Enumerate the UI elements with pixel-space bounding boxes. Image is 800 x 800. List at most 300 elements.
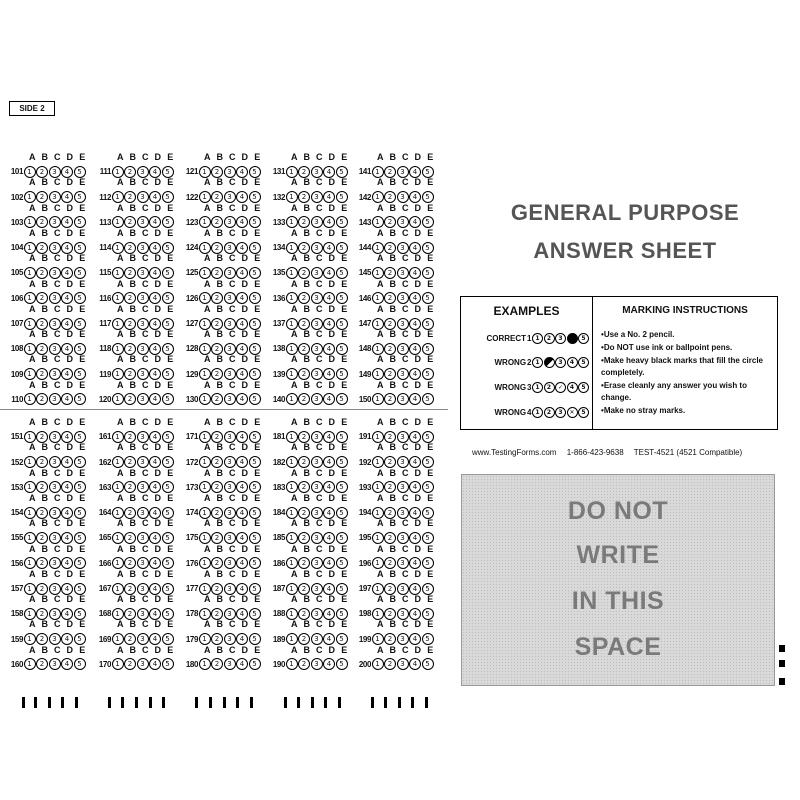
- answer-bubble[interactable]: 2: [124, 633, 136, 645]
- answer-bubble[interactable]: 5: [74, 658, 86, 670]
- answer-bubble[interactable]: 1: [199, 532, 211, 544]
- answer-bubble[interactable]: 3: [137, 456, 149, 468]
- answer-bubble[interactable]: 1: [286, 267, 298, 279]
- answer-bubble[interactable]: 1: [286, 481, 298, 493]
- answer-bubble[interactable]: 3: [397, 216, 409, 228]
- answer-bubble[interactable]: 3: [311, 216, 323, 228]
- answer-bubble[interactable]: 1: [286, 166, 298, 178]
- answer-bubble[interactable]: 5: [422, 557, 434, 569]
- answer-bubble[interactable]: 4: [236, 393, 248, 405]
- answer-bubble[interactable]: 5: [422, 166, 434, 178]
- answer-bubble[interactable]: 1: [286, 292, 298, 304]
- answer-bubble[interactable]: 5: [249, 431, 261, 443]
- answer-bubble[interactable]: 4: [409, 216, 421, 228]
- answer-bubble[interactable]: 5: [74, 633, 86, 645]
- answer-bubble[interactable]: 5: [162, 368, 174, 380]
- answer-bubble[interactable]: 5: [74, 368, 86, 380]
- answer-bubble[interactable]: 4: [323, 267, 335, 279]
- answer-bubble[interactable]: 2: [384, 166, 396, 178]
- answer-bubble[interactable]: 4: [323, 292, 335, 304]
- answer-bubble[interactable]: 5: [249, 507, 261, 519]
- answer-bubble[interactable]: 4: [149, 532, 161, 544]
- answer-bubble[interactable]: 4: [236, 557, 248, 569]
- answer-bubble[interactable]: 5: [74, 343, 86, 355]
- answer-bubble[interactable]: 2: [384, 242, 396, 254]
- answer-bubble[interactable]: 5: [74, 557, 86, 569]
- answer-bubble[interactable]: 1: [24, 431, 36, 443]
- answer-bubble[interactable]: 5: [422, 456, 434, 468]
- answer-bubble[interactable]: 3: [137, 368, 149, 380]
- answer-bubble[interactable]: 1: [112, 532, 124, 544]
- answer-bubble[interactable]: 3: [137, 608, 149, 620]
- answer-bubble[interactable]: 2: [124, 456, 136, 468]
- answer-bubble[interactable]: 3: [49, 343, 61, 355]
- answer-bubble[interactable]: 2: [298, 393, 310, 405]
- answer-bubble[interactable]: 3: [137, 431, 149, 443]
- answer-bubble[interactable]: 3: [311, 318, 323, 330]
- answer-bubble[interactable]: 1: [286, 583, 298, 595]
- answer-bubble[interactable]: 1: [112, 633, 124, 645]
- answer-bubble[interactable]: 5: [74, 242, 86, 254]
- answer-bubble[interactable]: 4: [323, 507, 335, 519]
- answer-bubble[interactable]: 2: [124, 368, 136, 380]
- answer-bubble[interactable]: 3: [397, 583, 409, 595]
- answer-bubble[interactable]: 2: [384, 608, 396, 620]
- answer-bubble[interactable]: 4: [323, 242, 335, 254]
- answer-bubble[interactable]: 3: [311, 583, 323, 595]
- answer-bubble[interactable]: 3: [49, 532, 61, 544]
- answer-bubble[interactable]: 2: [384, 456, 396, 468]
- answer-bubble[interactable]: 3: [311, 658, 323, 670]
- answer-bubble[interactable]: 2: [36, 242, 48, 254]
- answer-bubble[interactable]: 1: [286, 532, 298, 544]
- answer-bubble[interactable]: 4: [61, 633, 73, 645]
- answer-bubble[interactable]: 5: [336, 507, 348, 519]
- answer-bubble[interactable]: 2: [211, 583, 223, 595]
- answer-bubble[interactable]: 4: [236, 431, 248, 443]
- answer-bubble[interactable]: 1: [372, 393, 384, 405]
- answer-bubble[interactable]: 2: [211, 292, 223, 304]
- answer-bubble[interactable]: 1: [112, 318, 124, 330]
- answer-bubble[interactable]: 2: [36, 481, 48, 493]
- answer-bubble[interactable]: 2: [384, 507, 396, 519]
- answer-bubble[interactable]: 2: [384, 431, 396, 443]
- answer-bubble[interactable]: 5: [336, 481, 348, 493]
- answer-bubble[interactable]: 2: [124, 242, 136, 254]
- answer-bubble[interactable]: 4: [323, 658, 335, 670]
- answer-bubble[interactable]: 4: [236, 267, 248, 279]
- answer-bubble[interactable]: 1: [372, 532, 384, 544]
- answer-bubble[interactable]: 1: [286, 633, 298, 645]
- answer-bubble[interactable]: 3: [224, 368, 236, 380]
- answer-bubble[interactable]: 3: [137, 633, 149, 645]
- answer-bubble[interactable]: 5: [336, 166, 348, 178]
- answer-bubble[interactable]: 1: [24, 166, 36, 178]
- answer-bubble[interactable]: 2: [124, 343, 136, 355]
- answer-bubble[interactable]: 5: [162, 507, 174, 519]
- answer-bubble[interactable]: 4: [323, 532, 335, 544]
- answer-bubble[interactable]: 3: [311, 292, 323, 304]
- answer-bubble[interactable]: 4: [61, 166, 73, 178]
- answer-bubble[interactable]: 4: [409, 431, 421, 443]
- answer-bubble[interactable]: 4: [409, 318, 421, 330]
- answer-bubble[interactable]: 1: [286, 216, 298, 228]
- answer-bubble[interactable]: 4: [236, 242, 248, 254]
- answer-bubble[interactable]: 4: [61, 318, 73, 330]
- answer-bubble[interactable]: 2: [36, 456, 48, 468]
- answer-bubble[interactable]: 5: [336, 216, 348, 228]
- answer-bubble[interactable]: 3: [311, 166, 323, 178]
- answer-bubble[interactable]: 5: [162, 191, 174, 203]
- answer-bubble[interactable]: 2: [124, 216, 136, 228]
- answer-bubble[interactable]: 1: [372, 633, 384, 645]
- answer-bubble[interactable]: 3: [224, 267, 236, 279]
- answer-bubble[interactable]: 4: [149, 481, 161, 493]
- answer-bubble[interactable]: 4: [149, 318, 161, 330]
- answer-bubble[interactable]: 5: [249, 557, 261, 569]
- answer-bubble[interactable]: 2: [298, 191, 310, 203]
- answer-bubble[interactable]: 5: [162, 608, 174, 620]
- answer-bubble[interactable]: 4: [236, 318, 248, 330]
- answer-bubble[interactable]: 3: [224, 318, 236, 330]
- answer-bubble[interactable]: 4: [149, 456, 161, 468]
- answer-bubble[interactable]: 5: [74, 608, 86, 620]
- answer-bubble[interactable]: 1: [112, 292, 124, 304]
- answer-bubble[interactable]: 5: [422, 318, 434, 330]
- answer-bubble[interactable]: 4: [323, 191, 335, 203]
- answer-bubble[interactable]: 4: [149, 343, 161, 355]
- answer-bubble[interactable]: 1: [372, 318, 384, 330]
- answer-bubble[interactable]: 5: [162, 393, 174, 405]
- answer-bubble[interactable]: 1: [372, 583, 384, 595]
- answer-bubble[interactable]: 1: [372, 292, 384, 304]
- answer-bubble[interactable]: 2: [211, 608, 223, 620]
- answer-bubble[interactable]: 2: [124, 658, 136, 670]
- answer-bubble[interactable]: 1: [112, 368, 124, 380]
- answer-bubble[interactable]: 1: [372, 557, 384, 569]
- answer-bubble[interactable]: 1: [372, 431, 384, 443]
- answer-bubble[interactable]: 4: [409, 557, 421, 569]
- answer-bubble[interactable]: 5: [162, 481, 174, 493]
- answer-bubble[interactable]: 3: [49, 191, 61, 203]
- answer-bubble[interactable]: 3: [49, 481, 61, 493]
- answer-bubble[interactable]: 3: [311, 557, 323, 569]
- answer-bubble[interactable]: 3: [311, 481, 323, 493]
- answer-bubble[interactable]: 5: [336, 431, 348, 443]
- answer-bubble[interactable]: 3: [311, 368, 323, 380]
- answer-bubble[interactable]: 4: [323, 431, 335, 443]
- answer-bubble[interactable]: 1: [199, 216, 211, 228]
- answer-bubble[interactable]: 1: [286, 368, 298, 380]
- answer-bubble[interactable]: 2: [298, 481, 310, 493]
- answer-bubble[interactable]: 3: [224, 216, 236, 228]
- answer-bubble[interactable]: 1: [286, 318, 298, 330]
- answer-bubble[interactable]: 3: [137, 532, 149, 544]
- answer-bubble[interactable]: 4: [236, 481, 248, 493]
- answer-bubble[interactable]: 2: [211, 557, 223, 569]
- answer-bubble[interactable]: 3: [137, 318, 149, 330]
- answer-bubble[interactable]: 4: [323, 216, 335, 228]
- answer-bubble[interactable]: 4: [323, 393, 335, 405]
- answer-bubble[interactable]: 1: [24, 583, 36, 595]
- answer-bubble[interactable]: 5: [249, 216, 261, 228]
- answer-bubble[interactable]: 4: [61, 608, 73, 620]
- answer-bubble[interactable]: 3: [49, 368, 61, 380]
- answer-bubble[interactable]: 4: [409, 583, 421, 595]
- answer-bubble[interactable]: 4: [409, 608, 421, 620]
- answer-bubble[interactable]: 3: [49, 507, 61, 519]
- answer-bubble[interactable]: 4: [61, 216, 73, 228]
- answer-bubble[interactable]: 1: [199, 318, 211, 330]
- answer-bubble[interactable]: 1: [24, 456, 36, 468]
- answer-bubble[interactable]: 2: [211, 166, 223, 178]
- answer-bubble[interactable]: 5: [249, 633, 261, 645]
- answer-bubble[interactable]: 3: [49, 583, 61, 595]
- answer-bubble[interactable]: 1: [112, 166, 124, 178]
- answer-bubble[interactable]: 2: [124, 393, 136, 405]
- answer-bubble[interactable]: 4: [409, 532, 421, 544]
- answer-bubble[interactable]: 1: [286, 658, 298, 670]
- answer-bubble[interactable]: 2: [384, 583, 396, 595]
- answer-bubble[interactable]: 3: [137, 267, 149, 279]
- answer-bubble[interactable]: 1: [24, 393, 36, 405]
- answer-bubble[interactable]: 4: [236, 608, 248, 620]
- answer-bubble[interactable]: 4: [61, 292, 73, 304]
- answer-bubble[interactable]: 5: [422, 583, 434, 595]
- answer-bubble[interactable]: 4: [409, 507, 421, 519]
- answer-bubble[interactable]: 4: [149, 431, 161, 443]
- answer-bubble[interactable]: 2: [298, 368, 310, 380]
- answer-bubble[interactable]: 5: [74, 393, 86, 405]
- answer-bubble[interactable]: 2: [384, 216, 396, 228]
- answer-bubble[interactable]: 2: [36, 633, 48, 645]
- answer-bubble[interactable]: 4: [409, 267, 421, 279]
- answer-bubble[interactable]: 5: [422, 658, 434, 670]
- answer-bubble[interactable]: 5: [249, 583, 261, 595]
- answer-bubble[interactable]: 5: [162, 557, 174, 569]
- answer-bubble[interactable]: 4: [149, 658, 161, 670]
- answer-bubble[interactable]: 5: [336, 368, 348, 380]
- answer-bubble[interactable]: 5: [336, 658, 348, 670]
- answer-bubble[interactable]: 1: [199, 557, 211, 569]
- answer-bubble[interactable]: 1: [112, 191, 124, 203]
- answer-bubble[interactable]: 1: [286, 456, 298, 468]
- answer-bubble[interactable]: 2: [384, 393, 396, 405]
- answer-bubble[interactable]: 4: [61, 267, 73, 279]
- answer-bubble[interactable]: 2: [298, 658, 310, 670]
- answer-bubble[interactable]: 2: [124, 166, 136, 178]
- answer-bubble[interactable]: 5: [74, 318, 86, 330]
- answer-bubble[interactable]: 2: [36, 658, 48, 670]
- answer-bubble[interactable]: 1: [372, 608, 384, 620]
- answer-bubble[interactable]: 1: [286, 393, 298, 405]
- answer-bubble[interactable]: 5: [162, 583, 174, 595]
- answer-bubble[interactable]: 3: [224, 166, 236, 178]
- answer-bubble[interactable]: 4: [61, 191, 73, 203]
- answer-bubble[interactable]: 1: [199, 481, 211, 493]
- answer-bubble[interactable]: 1: [112, 242, 124, 254]
- answer-bubble[interactable]: 1: [24, 343, 36, 355]
- answer-bubble[interactable]: 5: [422, 368, 434, 380]
- answer-bubble[interactable]: 2: [298, 507, 310, 519]
- answer-bubble[interactable]: 1: [112, 658, 124, 670]
- answer-bubble[interactable]: 3: [224, 242, 236, 254]
- answer-bubble[interactable]: 4: [61, 481, 73, 493]
- answer-bubble[interactable]: 4: [61, 557, 73, 569]
- answer-bubble[interactable]: 1: [24, 292, 36, 304]
- answer-bubble[interactable]: 2: [298, 242, 310, 254]
- answer-bubble[interactable]: 3: [224, 191, 236, 203]
- answer-bubble[interactable]: 1: [286, 608, 298, 620]
- answer-bubble[interactable]: 1: [24, 318, 36, 330]
- answer-bubble[interactable]: 5: [249, 368, 261, 380]
- answer-bubble[interactable]: 1: [24, 481, 36, 493]
- answer-bubble[interactable]: 1: [199, 368, 211, 380]
- answer-bubble[interactable]: 3: [397, 507, 409, 519]
- answer-bubble[interactable]: 5: [249, 456, 261, 468]
- answer-bubble[interactable]: 2: [211, 343, 223, 355]
- answer-bubble[interactable]: 4: [323, 583, 335, 595]
- answer-bubble[interactable]: 1: [286, 191, 298, 203]
- answer-bubble[interactable]: 5: [422, 191, 434, 203]
- answer-bubble[interactable]: 3: [137, 507, 149, 519]
- answer-bubble[interactable]: 2: [211, 481, 223, 493]
- answer-bubble[interactable]: 3: [224, 583, 236, 595]
- answer-bubble[interactable]: 3: [137, 658, 149, 670]
- answer-bubble[interactable]: 1: [372, 242, 384, 254]
- answer-bubble[interactable]: 3: [224, 557, 236, 569]
- answer-bubble[interactable]: 5: [422, 242, 434, 254]
- answer-bubble[interactable]: 1: [112, 507, 124, 519]
- answer-bubble[interactable]: 1: [199, 431, 211, 443]
- answer-bubble[interactable]: 2: [384, 633, 396, 645]
- answer-bubble[interactable]: 5: [74, 267, 86, 279]
- answer-bubble[interactable]: 2: [298, 633, 310, 645]
- answer-bubble[interactable]: 3: [311, 608, 323, 620]
- answer-bubble[interactable]: 5: [249, 318, 261, 330]
- answer-bubble[interactable]: 4: [61, 431, 73, 443]
- answer-bubble[interactable]: 2: [124, 583, 136, 595]
- answer-bubble[interactable]: 3: [397, 166, 409, 178]
- answer-bubble[interactable]: 2: [298, 343, 310, 355]
- answer-bubble[interactable]: 1: [24, 267, 36, 279]
- answer-bubble[interactable]: 5: [422, 292, 434, 304]
- answer-bubble[interactable]: 2: [384, 368, 396, 380]
- answer-bubble[interactable]: 5: [336, 242, 348, 254]
- answer-bubble[interactable]: 3: [397, 456, 409, 468]
- answer-bubble[interactable]: 4: [409, 658, 421, 670]
- answer-bubble[interactable]: 5: [162, 267, 174, 279]
- answer-bubble[interactable]: 5: [74, 216, 86, 228]
- answer-bubble[interactable]: 3: [224, 507, 236, 519]
- answer-bubble[interactable]: 1: [199, 393, 211, 405]
- answer-bubble[interactable]: 2: [211, 267, 223, 279]
- answer-bubble[interactable]: 3: [49, 318, 61, 330]
- answer-bubble[interactable]: 3: [49, 633, 61, 645]
- answer-bubble[interactable]: 2: [298, 318, 310, 330]
- answer-bubble[interactable]: 2: [36, 368, 48, 380]
- answer-bubble[interactable]: 1: [24, 507, 36, 519]
- answer-bubble[interactable]: 4: [409, 481, 421, 493]
- answer-bubble[interactable]: 2: [211, 318, 223, 330]
- answer-bubble[interactable]: 2: [36, 343, 48, 355]
- answer-bubble[interactable]: 2: [298, 608, 310, 620]
- answer-bubble[interactable]: 4: [409, 242, 421, 254]
- answer-bubble[interactable]: 2: [298, 583, 310, 595]
- answer-bubble[interactable]: 3: [397, 658, 409, 670]
- answer-bubble[interactable]: 2: [298, 557, 310, 569]
- answer-bubble[interactable]: 4: [149, 507, 161, 519]
- answer-bubble[interactable]: 1: [24, 532, 36, 544]
- answer-bubble[interactable]: 1: [199, 507, 211, 519]
- answer-bubble[interactable]: 5: [336, 532, 348, 544]
- answer-bubble[interactable]: 1: [199, 658, 211, 670]
- answer-bubble[interactable]: 2: [36, 583, 48, 595]
- answer-bubble[interactable]: 3: [224, 481, 236, 493]
- answer-bubble[interactable]: 4: [61, 368, 73, 380]
- answer-bubble[interactable]: 3: [397, 431, 409, 443]
- answer-bubble[interactable]: 1: [24, 633, 36, 645]
- answer-bubble[interactable]: 4: [149, 368, 161, 380]
- answer-bubble[interactable]: 2: [36, 318, 48, 330]
- answer-bubble[interactable]: 5: [422, 507, 434, 519]
- answer-bubble[interactable]: 1: [286, 557, 298, 569]
- answer-bubble[interactable]: 4: [236, 292, 248, 304]
- answer-bubble[interactable]: 5: [336, 318, 348, 330]
- answer-bubble[interactable]: 2: [211, 368, 223, 380]
- answer-bubble[interactable]: 3: [137, 216, 149, 228]
- answer-bubble[interactable]: 4: [149, 633, 161, 645]
- answer-bubble[interactable]: 2: [124, 431, 136, 443]
- answer-bubble[interactable]: 1: [24, 191, 36, 203]
- answer-bubble[interactable]: 4: [236, 166, 248, 178]
- answer-bubble[interactable]: 3: [397, 481, 409, 493]
- answer-bubble[interactable]: 2: [384, 318, 396, 330]
- answer-bubble[interactable]: 4: [323, 557, 335, 569]
- answer-bubble[interactable]: 1: [112, 583, 124, 595]
- answer-bubble[interactable]: 4: [323, 456, 335, 468]
- answer-bubble[interactable]: 5: [74, 456, 86, 468]
- answer-bubble[interactable]: 3: [224, 393, 236, 405]
- answer-bubble[interactable]: 4: [61, 658, 73, 670]
- answer-bubble[interactable]: 4: [236, 583, 248, 595]
- answer-bubble[interactable]: 3: [397, 267, 409, 279]
- answer-bubble[interactable]: 2: [124, 318, 136, 330]
- answer-bubble[interactable]: 3: [137, 393, 149, 405]
- answer-bubble[interactable]: 3: [49, 292, 61, 304]
- answer-bubble[interactable]: 3: [311, 343, 323, 355]
- answer-bubble[interactable]: 2: [384, 481, 396, 493]
- answer-bubble[interactable]: 1: [199, 583, 211, 595]
- answer-bubble[interactable]: 5: [249, 658, 261, 670]
- answer-bubble[interactable]: 1: [372, 166, 384, 178]
- answer-bubble[interactable]: 1: [24, 242, 36, 254]
- answer-bubble[interactable]: 5: [249, 481, 261, 493]
- answer-bubble[interactable]: 3: [137, 481, 149, 493]
- answer-bubble[interactable]: 5: [162, 216, 174, 228]
- answer-bubble[interactable]: 2: [211, 191, 223, 203]
- answer-bubble[interactable]: 3: [137, 557, 149, 569]
- answer-bubble[interactable]: 3: [224, 343, 236, 355]
- answer-bubble[interactable]: 3: [224, 292, 236, 304]
- answer-bubble[interactable]: 5: [336, 583, 348, 595]
- answer-bubble[interactable]: 5: [162, 633, 174, 645]
- answer-bubble[interactable]: 4: [236, 191, 248, 203]
- answer-bubble[interactable]: 4: [409, 191, 421, 203]
- answer-bubble[interactable]: 4: [149, 166, 161, 178]
- answer-bubble[interactable]: 5: [422, 343, 434, 355]
- answer-bubble[interactable]: 2: [36, 191, 48, 203]
